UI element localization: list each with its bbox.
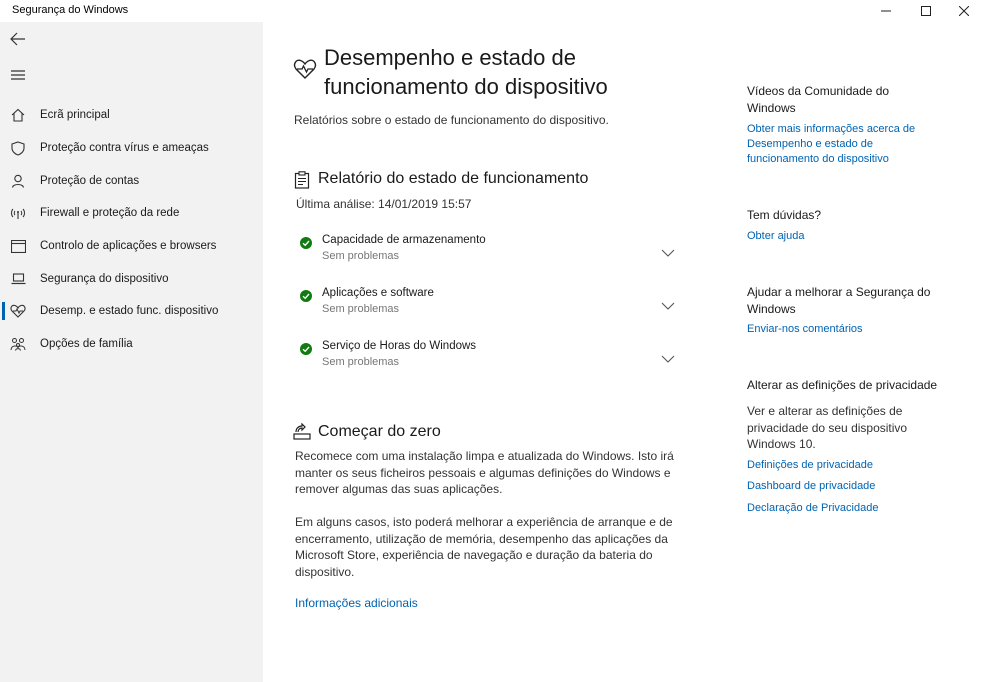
fresh-start-details: Em alguns casos, isto poderá melhorar a experiência de arranque e de encerramento, utilização de memória, desempenho das aplicações da Microsoft Store, experiência de navegação e duração da bateria do dispositivo. bbox=[295, 515, 673, 579]
related-panel bbox=[747, 22, 967, 682]
maximize-icon bbox=[921, 6, 931, 16]
sidebar-item-firewall[interactable] bbox=[0, 198, 263, 228]
title-bar bbox=[0, 0, 981, 22]
report-item-title: Serviço de Horas do Windows bbox=[322, 340, 477, 352]
heart-pulse-icon bbox=[293, 58, 317, 80]
get-help-link[interactable]: Obter ajuda bbox=[747, 230, 805, 242]
privacy-settings-link[interactable]: Definições de privacidade bbox=[747, 459, 873, 471]
sidebar-item-label: Proteção contra vírus e ameaças bbox=[40, 142, 209, 154]
sidebar-item-app-browser-control[interactable] bbox=[0, 231, 263, 261]
privacy-statement-link[interactable]: Declaração de Privacidade bbox=[747, 502, 879, 514]
fresh-start-description: Recomece com uma instalação limpa e atualizada do Windows. Isto irá manter os seus ficheiros pessoais e algumas definições do Windows e remover algumas das suas aplicações. bbox=[295, 449, 674, 496]
privacy-text: Ver e alterar as definições de privacidade do seu dispositivo Windows 10. bbox=[747, 404, 908, 451]
report-item-time-service[interactable] bbox=[296, 340, 676, 380]
sidebar-item-device-performance[interactable] bbox=[0, 296, 263, 326]
check-circle-icon bbox=[300, 343, 312, 355]
improve-heading: Ajudar a melhorar a Segurança do Windows bbox=[747, 285, 931, 316]
heart-pulse-icon bbox=[10, 303, 26, 319]
app-title: Segurança do Windows bbox=[12, 4, 129, 16]
app-window-icon bbox=[10, 238, 26, 254]
sidebar-item-label: Desemp. e estado func. dispositivo bbox=[40, 305, 219, 317]
sidebar-item-label: Firewall e proteção da rede bbox=[40, 207, 180, 219]
sidebar-item-label: Opções de família bbox=[40, 338, 133, 350]
last-scan-text: Última análise: 14/01/2019 15:57 bbox=[296, 197, 472, 211]
questions-heading: Tem dúvidas? bbox=[747, 208, 822, 222]
main-content bbox=[263, 22, 733, 682]
fresh-start-title: Começar do zero bbox=[318, 423, 441, 440]
sidebar-item-account-protection[interactable] bbox=[0, 166, 263, 196]
home-icon bbox=[10, 107, 26, 123]
page-title: Desempenho e estado de funcionamento do dispositivo bbox=[324, 45, 608, 99]
close-button[interactable] bbox=[944, 0, 981, 22]
back-button[interactable] bbox=[6, 28, 30, 50]
hamburger-menu-button[interactable] bbox=[6, 64, 30, 86]
sidebar-item-label: Ecrã principal bbox=[40, 109, 110, 121]
person-icon bbox=[10, 173, 26, 189]
sidebar bbox=[0, 22, 263, 682]
sidebar-item-family-options[interactable] bbox=[0, 329, 263, 359]
sidebar-item-label: Segurança do dispositivo bbox=[40, 273, 169, 285]
privacy-dashboard-link[interactable]: Dashboard de privacidade bbox=[747, 480, 876, 492]
back-arrow-icon bbox=[10, 32, 26, 46]
family-icon bbox=[10, 336, 26, 352]
page-subtitle: Relatórios sobre o estado de funcionamento do dispositivo. bbox=[294, 113, 609, 127]
maximize-button[interactable] bbox=[906, 0, 946, 22]
wifi-icon bbox=[10, 205, 26, 221]
report-item-storage[interactable] bbox=[296, 234, 676, 274]
sidebar-item-label: Proteção de contas bbox=[40, 175, 140, 187]
sidebar-item-virus-protection[interactable] bbox=[0, 133, 263, 163]
hamburger-icon bbox=[11, 70, 25, 80]
report-item-status: Sem problemas bbox=[322, 303, 400, 315]
community-videos-heading: Vídeos da Comunidade do Windows bbox=[747, 84, 890, 115]
sidebar-item-home[interactable] bbox=[0, 100, 263, 130]
report-item-title: Aplicações e software bbox=[322, 287, 434, 299]
minimize-button[interactable] bbox=[866, 0, 906, 22]
clipboard-icon bbox=[293, 171, 311, 189]
report-item-title: Capacidade de armazenamento bbox=[322, 234, 486, 246]
laptop-icon bbox=[10, 271, 26, 287]
active-indicator bbox=[2, 302, 5, 320]
report-item-apps[interactable] bbox=[296, 287, 676, 327]
chevron-down-icon[interactable] bbox=[661, 354, 675, 364]
shield-icon bbox=[10, 140, 26, 156]
chevron-down-icon[interactable] bbox=[661, 248, 675, 258]
feedback-link[interactable]: Enviar-nos comentários bbox=[747, 323, 863, 335]
sidebar-item-device-security[interactable] bbox=[0, 264, 263, 294]
community-videos-link[interactable]: Obter mais informações acerca de Desempenho e estado de funcionamento do dispositivo bbox=[747, 123, 916, 165]
health-report-title: Relatório do estado de funcionamento bbox=[318, 170, 589, 187]
privacy-heading: Alterar as definições de privacidade bbox=[747, 378, 938, 392]
report-item-status: Sem problemas bbox=[322, 250, 400, 262]
more-info-link[interactable]: Informações adicionais bbox=[295, 596, 418, 610]
close-icon bbox=[959, 6, 969, 16]
minimize-icon bbox=[881, 6, 891, 16]
chevron-down-icon[interactable] bbox=[661, 301, 675, 311]
check-circle-icon bbox=[300, 237, 312, 249]
sidebar-item-label: Controlo de aplicações e browsers bbox=[40, 240, 217, 252]
report-item-status: Sem problemas bbox=[322, 356, 400, 368]
fresh-start-icon bbox=[293, 423, 311, 441]
check-circle-icon bbox=[300, 290, 312, 302]
